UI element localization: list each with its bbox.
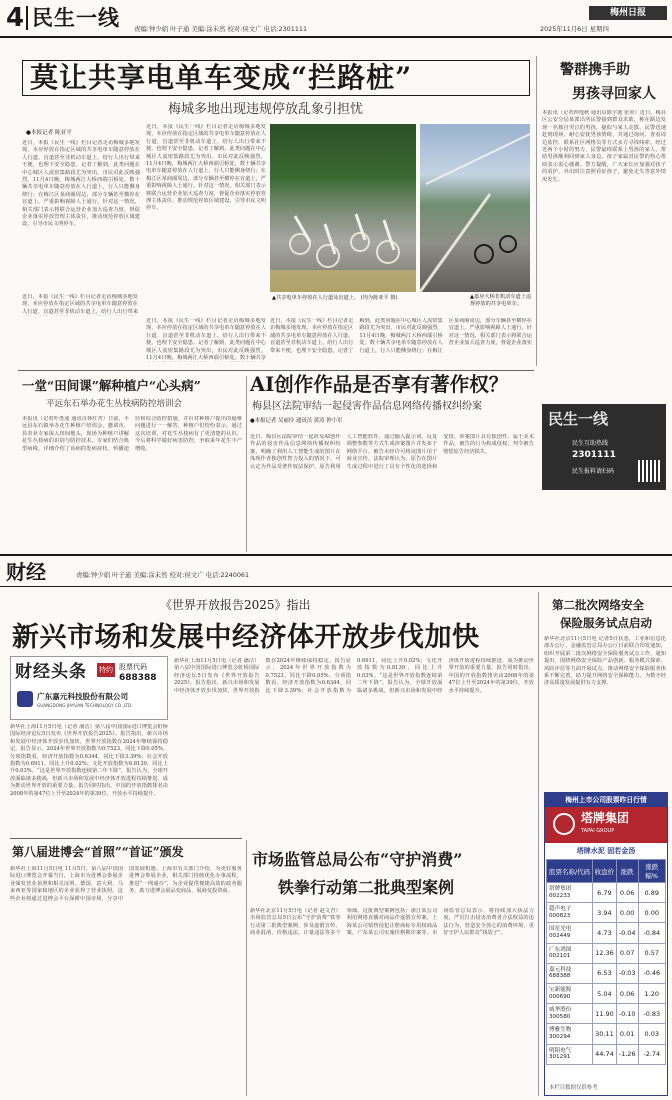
expo-headline: 第八届进博会“首照”“首证”颁发 bbox=[12, 845, 184, 859]
police-headline-1: 警群携手助 bbox=[560, 62, 630, 78]
stock-brand: 塔牌集团 bbox=[581, 811, 630, 825]
company-name-cn: 广东嘉元科技股份有限公司 bbox=[37, 692, 129, 701]
issue-date: 2025年11月6日 星期四 bbox=[540, 25, 609, 33]
brand-stock-label: 股票代码 bbox=[119, 663, 147, 671]
brand-stock-code: 688388 bbox=[119, 673, 157, 683]
scooter-photo-art bbox=[270, 124, 416, 292]
lead-body-bottom: 近日，本报《民生一线》栏目记者走访梅城多地发现，本应停放在指定区域的共享电单车随意停放在人行道、盲道甚至非机动车道上，给行人出行带来不便，也埋下安全隐患。记者了解到，此类问题在中心城区人流密集路段尤为突出，市民对此反映强烈。11月4日晚，梅城两江大桥西端引桥处，数十辆共享电单车随意停放在人行道上，行人只能侧身绕行；在梅江区某商圈周边，部分车辆甚至横停在盲道上，严重影响视障人士通行。针对这一情况，相关部门表示将联合运营企业加大巡查力度，督促企业落实 bbox=[270, 318, 532, 354]
lead-body-col2: 近日，本报《民生一线》栏目记者走访梅城多地发现，本应停放在指定区域的共享电单车随意停放在人行道、盲道甚至非机动车道上，给行人出行带来不便，也埋下安全隐患。记者了解到，此类问题在中心城区人流密集路段尤为突出，市民对此反映强烈。11月4日晚，梅城两江大桥西端引桥处，数十辆共享电单车随意停放在人行道上，行人只能侧身绕行；在梅江区某商圈周边，部分车辆甚至横停在盲道上，严重影响视障人士通行。针对这一情况，相关部门表示将联合运营企业加大巡查力度，督促企业落实停放管理主体责任，推动规范停放区域建设，引导市民文明停车。 bbox=[146, 124, 266, 212]
masthead-name: 梅州日报 bbox=[609, 8, 646, 18]
lead-photo-bridge bbox=[420, 124, 530, 292]
lead-body-col1-lower: 近日，本报《民生一线》栏目记者走访梅城多地发现，本应停放在指定区域的共享电单车随意停放在人行道、盲道甚至非机动车道上，给行人出行带来不便，也埋下安全隐患。记者了解到，此类问题在中心城区人流密集路段尤为突出，市民对此反映强烈。11月4日晚，梅城两江大桥西端引桥处，数十辆共享 bbox=[146, 318, 266, 362]
editor-line: 责编:钟少娟 叶子通 美编:涂未然 校对:侯文广 电话:2301111 bbox=[134, 25, 308, 33]
lead-body-col1: 近日，本报《民生一线》栏目记者走访梅城多地发现，本应停放在指定区域的共享电单车随意停放在人行道、盲道甚至非机动车道上，给行人出行带来不便，也埋下安全隐患。记者了解到，此类问题在中心城区人流密集路段尤为突出，市民对此反映强烈。11月4日晚，梅城两江大桥西端引桥处，数十辆共享电单车随意停放在人行道上，行人只能侧身绕行；在梅江区某商圈周边，部分车辆甚至横停在盲道上，严重影响视障人士通行。针对这一情况，相关部门表示将联合运营企业加大巡查力度，督促企业落实停放管理主体责任，推动规范停放区域建设，引导市民文明停车。 bbox=[22, 140, 140, 228]
plant-body: 本报讯（记者叶勇通 通讯员林红青）日前，平远县东石镇举办花生种植户培训会，邀请市、县农业专家深入田间地头，现场为种植户讲解花生丛枝病的识别与防控技术。专家们结合典型病株，详细介绍了该病的发病症状、传播途径和综合防控措施，并针对种植户提出的疑难问题进行一一解答。种植户们纷纷表示，通过这次培训，对花生丛枝病有了更清楚的认识，今后将科学做好病害防控，争取来年花生丰产增收。 bbox=[22, 416, 242, 452]
lead-photo-caption-left: ▲共享电单车停放在人行道及盲道上。 (均为陈亚平 摄) bbox=[272, 295, 398, 301]
company-name-en: GUANGDONG JIAYUAN TECHNOLOGY CO.,LTD. bbox=[37, 703, 133, 708]
finance-section-title: 财经 bbox=[6, 560, 46, 584]
mid-column-rule bbox=[246, 376, 247, 552]
plant-headline: 一堂“田间课”解种植户“心头病” bbox=[22, 378, 201, 393]
expo-body: 新华社上海11月5日电 11月5日，第八届中国国际进口博览会开幕当日，上海市为进博会参展企业颁发营业执照和相关证照。德国、意大利、马来西亚等国家和地区的企业获得了营业执照。这些企业将通过进博会平台深耕中国市场，分享中国发展机遇。上海市有关部门介绍，为更好服务进博会参展企业，相关部门持续优化办事流程，推进“一网通办”，为企业提供便捷高效的政务服务，助力进博会展品变商品、展商变投资商。 bbox=[10, 866, 242, 902]
expo-rule bbox=[10, 838, 242, 839]
finance-kicker: 《世界开放报告2025》指出 bbox=[160, 598, 311, 612]
table-row: 嘉元科技 688388 6.53 -0.03 -0.46 bbox=[547, 963, 666, 983]
table-header-row bbox=[547, 860, 666, 883]
stock-brand-en: TAPAI GROUP bbox=[581, 828, 615, 834]
table-row: 博雅生物 300294 30.11 0.01 0.03 bbox=[547, 1024, 666, 1044]
minsheng-ad bbox=[542, 404, 666, 490]
finance-right-rule bbox=[538, 592, 539, 1096]
ai-body: 近日，梅县区法院审结一起涉及AI创作作品的侵害作品信息网络传播权纠纷案，明确了利用人工智能生成的图片在体现作者独创性智力投入的情况下，可认定为作品受著作权法保护。原告利用人工智能软件，通过输入提示词、反复调整参数等方式生成涉案图片并发布于网络平台。被告未经许可将该图片用于商业宣传。法院审理认为，原告在图片生成过程中进行了具有个性化的选择和安排，涉案图片具有独创性，属于美术作品，被告的行为构成侵权，判令被告赔偿原告经济损失。 bbox=[250, 434, 534, 470]
page-header bbox=[0, 0, 672, 38]
col-header-pct: 涨跌幅% bbox=[638, 860, 665, 883]
stock-brand-banner bbox=[545, 807, 667, 843]
security-headline-1: 第二批次网络安全 bbox=[552, 598, 644, 612]
finance-headline: 新兴市场和发展中经济体开放步伐加快 bbox=[12, 622, 480, 653]
finance-body-cols: 新华社上海11月5日电（记者 潘洁）第八届中国国际进口博览会虹桥国际经济论坛5日发布《世界开放报告2025》。报告指出，新兴市场和发展中经济体开放步伐加快，世界开放指数在2024年继续保持稳定。报告显示，2024年世界开放指数为0.7523，同比下降0.05%。分项指数看，经济开放指数为0.6344，同比下降3.39%；社会开放指数为0.6911，同比上升0.02%；文化开放指数为0.8139，同比上升0.03%。“这是世界开放指数连续第二年下降”，报告认为，全球开放面临诸多挑战，但新兴市场和发展中经济体开放进程持续推进，成为推动世界开放的重要力量。报告同时指出，中国的开放指数排名由2008年的第47位上升至2024年的第39位，开放水平持续提升。 bbox=[174, 658, 534, 694]
consumer-body: 新华社北京11月5日电（记者 赵文君）市场监管总局5日公布“守护消费”铁拳行动第二批典型案例，涉及虚假宣传、商业混淆、价格违法、计量违法等多个领域。这批典型案例包括：浙江某公司利用网络直播对商品作虚假宣传案，上海某公司销售侵犯注册商标专用权商品案，广东某公司实施价格欺诈案等。市场监管总局表示，将持续加大执法力度，严厉打击侵害消费者合法权益的违法行为，营造安全放心的消费环境，更好守护人民群众“钱袋子”。 bbox=[250, 908, 534, 937]
table-row: 超声电子 000823 3.94 0.00 0.00 bbox=[547, 903, 666, 923]
police-headline-2: 男孩寻回家人 bbox=[572, 86, 656, 102]
page-number: 4 bbox=[6, 3, 25, 33]
ai-subhead: 梅县区法院审结一起侵害作品信息网络传播权纠纷案 bbox=[252, 401, 482, 412]
bridge-photo-art bbox=[420, 124, 530, 292]
col-header-change: 涨跌 bbox=[616, 860, 638, 883]
col-header-close: 收盘价 bbox=[593, 860, 617, 883]
security-headline-2: 保险服务试点启动 bbox=[560, 616, 652, 630]
finance-top-rule bbox=[0, 554, 672, 556]
ad-hotline-number: 2301111 bbox=[572, 450, 616, 460]
company-logo-icon bbox=[17, 691, 33, 707]
table-row: 宝新能源 000690 5.04 0.06 1.20 bbox=[547, 983, 666, 1003]
plant-subhead: 平远东石举办花生丛枝病防控培训会 bbox=[46, 399, 183, 409]
ad-title: 民生一线 bbox=[548, 410, 609, 428]
stock-table-wrap bbox=[546, 859, 666, 1065]
qr-code-icon bbox=[638, 460, 660, 482]
finance-body: 新华社上海11月5日电（记者 潘洁）第八届中国国际进口博览会虹桥国际经济论坛5日发布《世界开放报告2025》。报告指出，新兴市场和发展中经济体开放步伐加快，世界开放指数在2024年继续保持稳定。报告显示，2024年世界开放指数为0.7523，同比下降0.05%。分项指数看，经济开放指数为0.6344，同比下降3.39%；社会开放指数为0.6911，同比上升0.02%；文化开放指数为0.8139，同比上升0.03%。“这是世界开放指数连续第二年下降”，报告认为，全球开放面临诸多挑战，但新兴市场和发展中经济体开放进程持续推进，成为推动世界开放的重要力量。报告同时指出，中国的开放指数排名由2008年的第47位上升至2024年的第39位，开放水平持续提升。 bbox=[10, 724, 168, 797]
lead-photo-caption-right: ▲嘉应大桥非机动车道上违规停放的共享电单车。 bbox=[470, 294, 532, 307]
masthead-logo bbox=[589, 6, 667, 20]
lead-body-col3: 近日，本报《民生一线》栏目记者走访梅城多地发现，本应停放在指定区域的共享电单车随意停放在人行道、盲道甚至非机动车道上，给行人出行带来 bbox=[22, 294, 138, 315]
stock-slogan: 塔牌水泥 固若金汤 bbox=[576, 847, 636, 855]
header-rule bbox=[0, 36, 672, 38]
lead-byline: ●本报记者 陈亚平 bbox=[26, 130, 72, 136]
consumer-headline-1: 市场监管总局公布“守护消费” bbox=[252, 850, 463, 869]
ai-headline: AI创作作品是否享有著作权？ bbox=[250, 373, 509, 396]
section-title: 民生一线 bbox=[32, 6, 120, 30]
right-column-rule bbox=[536, 56, 537, 366]
lead-subhead: 梅城多地出现违规停放乱象引担忧 bbox=[168, 102, 364, 117]
caption-marker-icon: ▲ bbox=[272, 295, 276, 301]
finance-editor-line: 责编:钟少娟 叶子通 美编:涂未然 校对:侯文广 电话:2240061 bbox=[76, 571, 250, 579]
stock-table-title: 梅州上市公司股票昨日行情 bbox=[545, 793, 667, 807]
lead-photo-sidewalk bbox=[270, 124, 416, 292]
police-body: 本报讯（记者钟逸秋 通讯员陈宇迪 张彤）近日，梅县区公安分局某派出所民警接到群众求助，称在路边发现一名独自哭泣的男孩，疑似与家人走散。民警迅速赶到现场，耐心安抚男孩情绪，并通过询问、查看周边监控、联系社区网格员等方式多方寻找线索。经过近两个小时的努力，民警最终联系上男孩的家人，帮助男孩顺利回到家人身边。孩子家属对民警的热心帮助表示衷心感谢。警方提醒，广大家长应加强对孩子的看护，外出时注意照看好孩子，避免走失等意外情况发生。 bbox=[542, 110, 666, 183]
brand-tag: 特约 bbox=[97, 663, 115, 677]
table-row: 明阳电气 301291 44.74 -1.26 -2.74 bbox=[547, 1044, 666, 1064]
caption-marker-icon: ▲ bbox=[470, 294, 474, 300]
table-row: 塔牌集团 002233 6.79 0.06 0.89 bbox=[547, 883, 666, 903]
table-row: 国星光电 002449 4.73 -0.04 -0.84 bbox=[547, 923, 666, 943]
finance-mid-rule bbox=[246, 840, 247, 1096]
lead-headline: 莫让共享电单车变成“拦路桩” bbox=[30, 61, 413, 94]
stock-table-panel bbox=[544, 792, 668, 1096]
finance-brand-box bbox=[10, 656, 168, 720]
stock-table-note: 本栏目数据仅供参考 bbox=[549, 1085, 598, 1091]
consumer-headline-2: 铁拳行动第二批典型案例 bbox=[278, 878, 455, 897]
brand-title: 财经头条 bbox=[15, 662, 87, 682]
finance-header-rule bbox=[0, 586, 672, 587]
security-body: 新华社北京11月5日电 记者5日获悉，工业和信息化部办公厅、金融监管总局办公厅日前联合印发通知，组织开展第二批次网络安全保险服务试点工作。通知提出，围绕网络安全保险产品创新、服务模式探索、风险评估等方面开展试点，推动网络安全保险服务体系不断完善，助力提升网络安全保障能力，为数字经济高质量发展提供有力支撑。 bbox=[544, 636, 666, 687]
table-row: 威华股份 300580 11.90 -0.10 -0.83 bbox=[547, 1004, 666, 1024]
ad-scan-label: 民生报料请扫码 bbox=[572, 468, 615, 475]
tapai-logo-icon bbox=[553, 813, 575, 835]
page-number-divider bbox=[26, 6, 28, 30]
table-row: 广东鸿图 002101 12.36 0.07 0.57 bbox=[547, 943, 666, 963]
col-header-name: 股票名称/代码 bbox=[547, 860, 593, 883]
ai-byline: ●本报记者 吴丽玲 通讯员 黄涛 钟小军 bbox=[250, 418, 343, 424]
stock-table bbox=[546, 859, 666, 1065]
mid-rule bbox=[18, 370, 534, 371]
ad-hotline-label: 民生互助热线 bbox=[572, 440, 609, 447]
